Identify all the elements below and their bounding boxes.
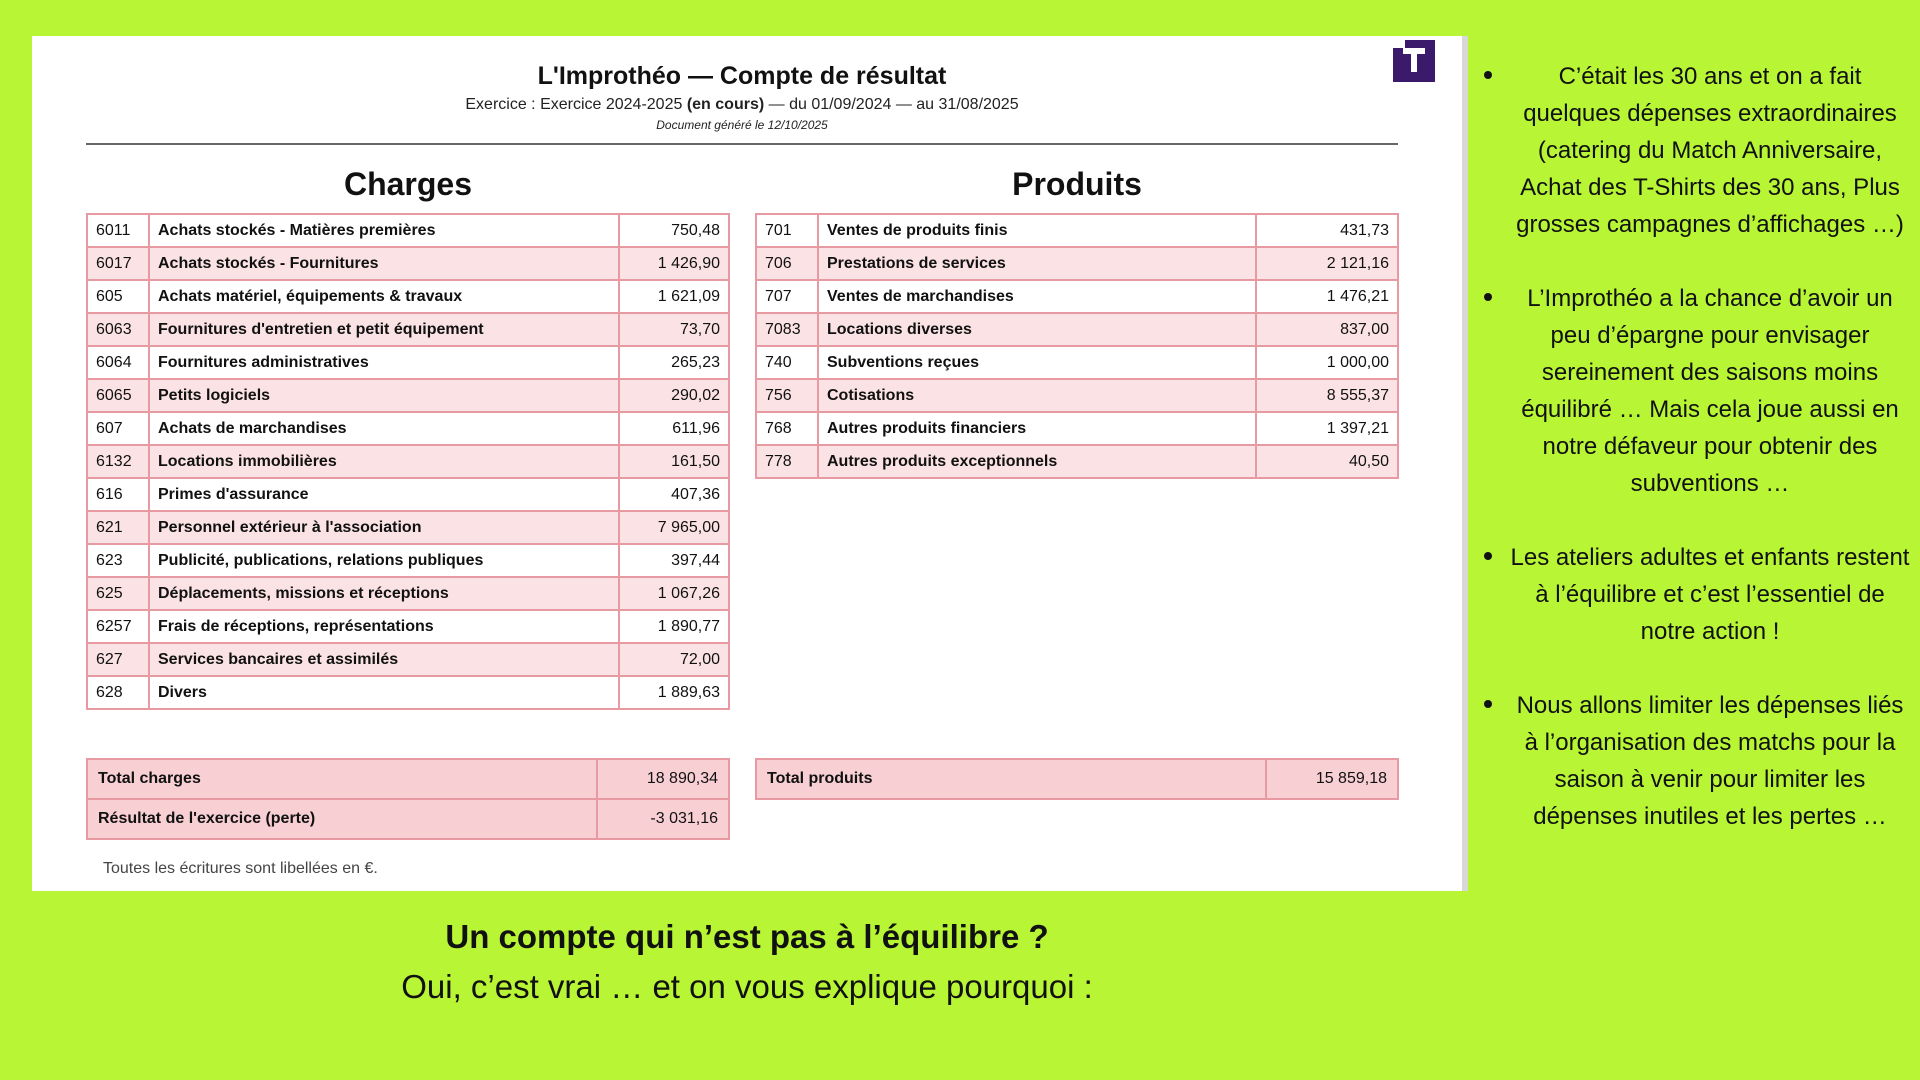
account-row: [87, 478, 729, 511]
account-row: [87, 676, 729, 709]
result-row: [87, 799, 729, 839]
account-amount: 1 476,21: [1256, 280, 1398, 313]
caption-question: Un compte qui n’est pas à l’équilibre ?: [445, 918, 1049, 955]
account-row: [756, 379, 1398, 412]
account-amount: 161,50: [619, 445, 729, 478]
explanation-item: C’était les 30 ans et on a fait quelques dépenses extraordinaires (catering du Match Anniversaire, Achat des T-Shirts des 30 ans, Plus grosses campagnes d’affichages …): [1482, 58, 1910, 243]
fiscal-year-line: Exercice : Exercice 2024-2025 (en cours) — du 01/09/2024 — au 31/08/2025: [465, 96, 1019, 113]
charges-totals: [86, 758, 730, 840]
account-label: Personnel extérieur à l'association: [149, 511, 619, 544]
account-row: [87, 214, 729, 247]
account-label: Achats stockés - Fournitures: [149, 247, 619, 280]
account-row: [756, 247, 1398, 280]
account-label: Autres produits exceptionnels: [818, 445, 1256, 478]
account-label: Cotisations: [818, 379, 1256, 412]
account-label: Déplacements, missions et réceptions: [149, 577, 619, 610]
account-label: Autres produits financiers: [818, 412, 1256, 445]
account-label: Achats matériel, équipements & travaux: [149, 280, 619, 313]
explanation-item: Les ateliers adultes et enfants restent à l’équilibre et c’est l’essentiel de notre action !: [1482, 539, 1910, 650]
account-row: [87, 511, 729, 544]
account-amount: 1 426,90: [619, 247, 729, 280]
account-row: [87, 346, 729, 379]
account-row: [87, 280, 729, 313]
account-code: 621: [87, 511, 149, 544]
account-code: 6011: [87, 214, 149, 247]
total-charges-amount: 18 890,34: [597, 759, 729, 799]
total-charges-label: Total charges: [87, 759, 597, 799]
account-row: [87, 379, 729, 412]
account-row: [87, 247, 729, 280]
account-code: 756: [756, 379, 818, 412]
produits-heading: Produits: [1012, 166, 1142, 202]
account-label: Fournitures d'entretien et petit équipement: [149, 313, 619, 346]
account-amount: 407,36: [619, 478, 729, 511]
result-label: Résultat de l'exercice (perte): [87, 799, 597, 839]
account-code: 740: [756, 346, 818, 379]
caption-answer: Oui, c’est vrai … et on vous explique pourquoi :: [401, 968, 1093, 1005]
account-amount: 290,02: [619, 379, 729, 412]
account-label: Divers: [149, 676, 619, 709]
account-row: [87, 313, 729, 346]
account-amount: 40,50: [1256, 445, 1398, 478]
account-amount: 397,44: [619, 544, 729, 577]
charges-heading: Charges: [343, 166, 473, 202]
account-code: 6064: [87, 346, 149, 379]
account-amount: 7 965,00: [619, 511, 729, 544]
account-amount: 1 621,09: [619, 280, 729, 313]
improtheo-logo-icon: [1393, 40, 1435, 82]
account-code: 778: [756, 445, 818, 478]
account-code: 623: [87, 544, 149, 577]
header-divider: [86, 143, 1398, 145]
account-code: 627: [87, 643, 149, 676]
account-row: [756, 346, 1398, 379]
account-label: Services bancaires et assimilés: [149, 643, 619, 676]
account-label: Ventes de produits finis: [818, 214, 1256, 247]
account-amount: 72,00: [619, 643, 729, 676]
account-amount: 8 555,37: [1256, 379, 1398, 412]
account-amount: 2 121,16: [1256, 247, 1398, 280]
total-produits-amount: 15 859,18: [1266, 759, 1398, 799]
account-code: 701: [756, 214, 818, 247]
account-code: 768: [756, 412, 818, 445]
account-code: 6065: [87, 379, 149, 412]
total-charges-row: [87, 759, 729, 799]
account-amount: 837,00: [1256, 313, 1398, 346]
account-row: [756, 412, 1398, 445]
account-label: Locations diverses: [818, 313, 1256, 346]
account-code: 707: [756, 280, 818, 313]
generated-date: Document généré le 12/10/2025: [656, 118, 828, 132]
explanation-item: L’Improthéo a la chance d’avoir un peu d’épargne pour envisager sereinement des saisons moins équilibré … Mais cela joue aussi en notre défaveur pour obtenir des subventions …: [1482, 280, 1910, 502]
result-amount: -3 031,16: [597, 799, 729, 839]
account-amount: 265,23: [619, 346, 729, 379]
account-label: Fournitures administratives: [149, 346, 619, 379]
account-row: [87, 610, 729, 643]
account-code: 6257: [87, 610, 149, 643]
account-label: Achats de marchandises: [149, 412, 619, 445]
account-label: Primes d'assurance: [149, 478, 619, 511]
account-label: Petits logiciels: [149, 379, 619, 412]
account-code: 607: [87, 412, 149, 445]
account-code: 625: [87, 577, 149, 610]
explanation-list: [1482, 58, 1910, 872]
account-row: [87, 445, 729, 478]
account-code: 628: [87, 676, 149, 709]
bullet-icon: [1484, 700, 1492, 708]
total-produits-label: Total produits: [756, 759, 1266, 799]
account-label: Achats stockés - Matières premières: [149, 214, 619, 247]
account-row: [87, 577, 729, 610]
account-code: 706: [756, 247, 818, 280]
account-label: Locations immobilières: [149, 445, 619, 478]
bullet-icon: [1484, 71, 1492, 79]
document-title: L'Improthéo — Compte de résultat: [537, 62, 947, 90]
account-row: [756, 280, 1398, 313]
account-amount: 611,96: [619, 412, 729, 445]
account-code: 6017: [87, 247, 149, 280]
account-amount: 1 067,26: [619, 577, 729, 610]
account-code: 6063: [87, 313, 149, 346]
account-amount: 1 890,77: [619, 610, 729, 643]
account-code: 616: [87, 478, 149, 511]
bullet-icon: [1484, 293, 1492, 301]
account-amount: 1 000,00: [1256, 346, 1398, 379]
account-amount: 1 889,63: [619, 676, 729, 709]
account-code: 6132: [87, 445, 149, 478]
bullet-icon: [1484, 552, 1492, 560]
account-label: Prestations de services: [818, 247, 1256, 280]
account-amount: 431,73: [1256, 214, 1398, 247]
account-label: Ventes de marchandises: [818, 280, 1256, 313]
charges-table: [86, 213, 730, 710]
produits-table: [755, 213, 1399, 479]
account-amount: 1 397,21: [1256, 412, 1398, 445]
account-amount: 73,70: [619, 313, 729, 346]
account-code: 7083: [756, 313, 818, 346]
account-label: Frais de réceptions, représentations: [149, 610, 619, 643]
account-amount: 750,48: [619, 214, 729, 247]
account-row: [87, 544, 729, 577]
account-row: [87, 412, 729, 445]
account-code: 605: [87, 280, 149, 313]
total-produits-row: [756, 759, 1398, 799]
account-label: Subventions reçues: [818, 346, 1256, 379]
account-row: [756, 445, 1398, 478]
account-label: Publicité, publications, relations publiques: [149, 544, 619, 577]
produits-totals: [755, 758, 1399, 800]
explanation-item: Nous allons limiter les dépenses liés à l’organisation des matchs pour la saison à venir pour limiter les dépenses inutiles et les pertes …: [1482, 687, 1910, 835]
account-row: [756, 214, 1398, 247]
account-row: [87, 643, 729, 676]
account-row: [756, 313, 1398, 346]
currency-footnote: Toutes les écritures sont libellées en €.: [103, 860, 378, 877]
